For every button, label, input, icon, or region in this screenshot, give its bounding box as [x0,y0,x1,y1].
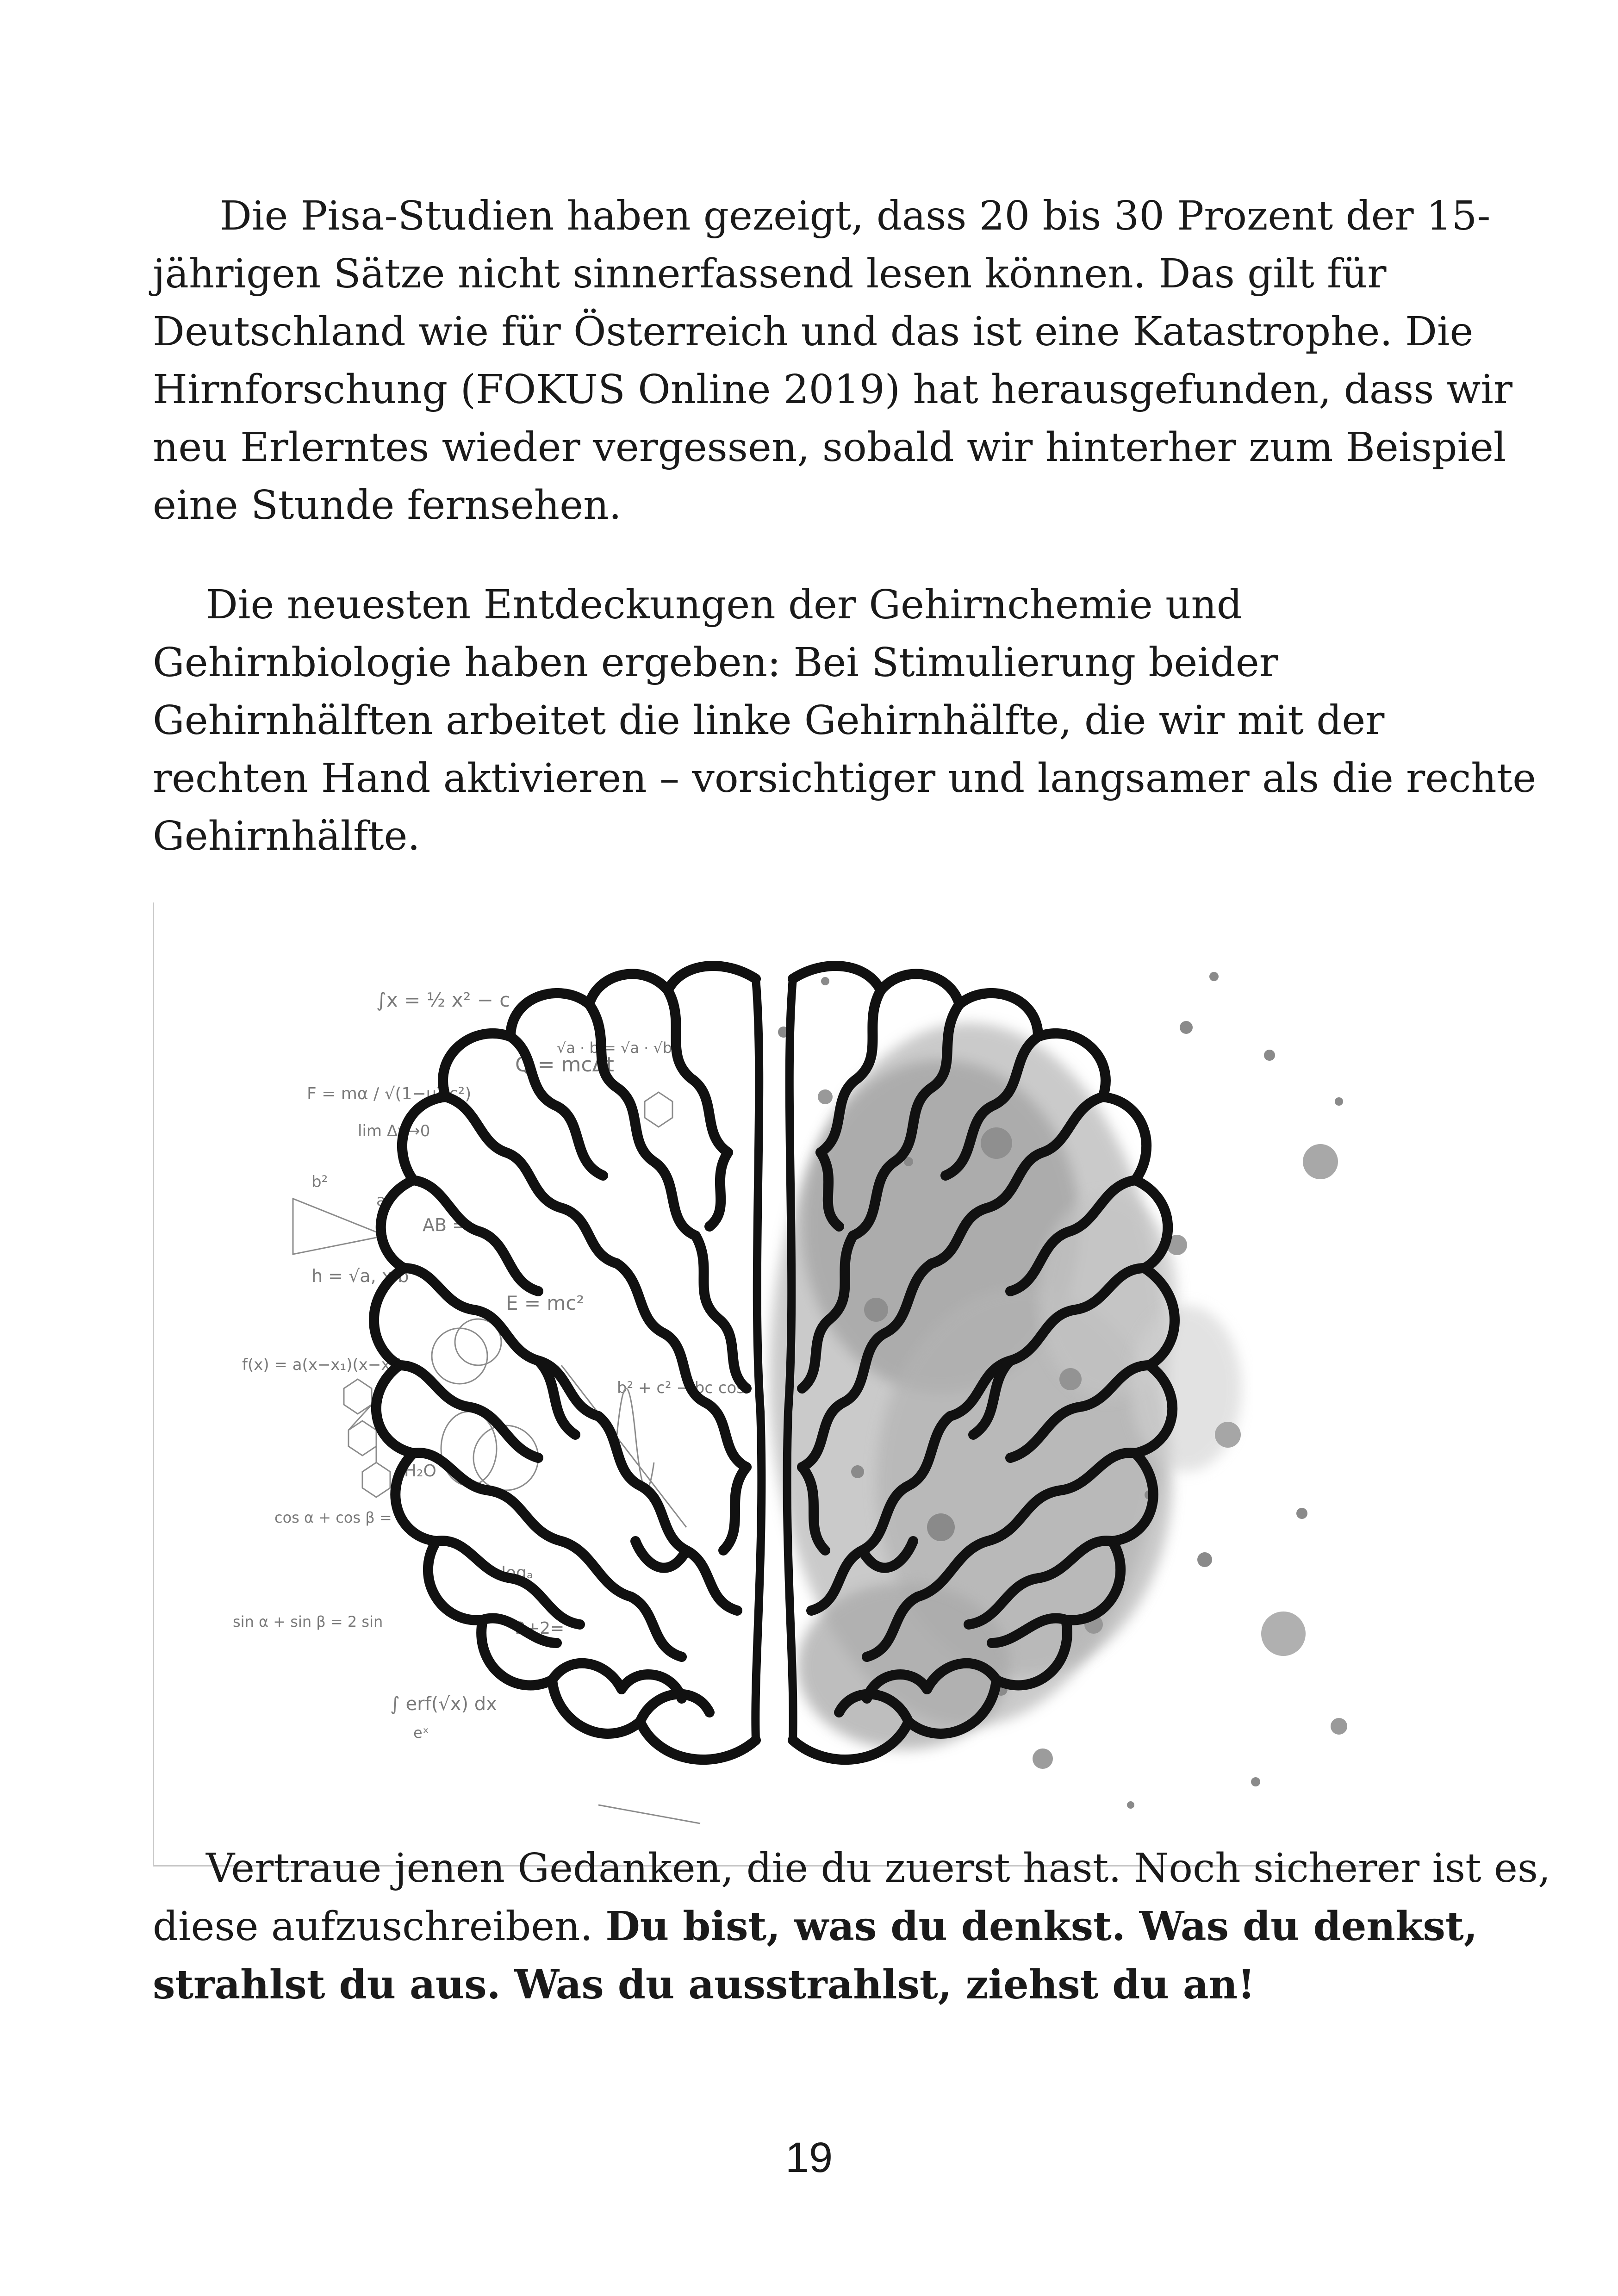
formula-text: E = mc² [506,1292,585,1314]
formula-text: H₂O [404,1462,436,1481]
paragraph-trust-thoughts [153,1840,1551,2014]
formula-text: a₂ [376,1191,392,1210]
brain-svg [154,902,1394,1865]
text-line: Gehirnhälfte. [153,813,420,859]
text-line: jährigen Sätze nicht sinnerfassend lesen können. Das gilt für [153,251,1387,297]
text-line: rechten Hand aktivieren – vorsichtiger und langsamer als die rechte [153,755,1537,802]
formula-text: logₐ [501,1563,533,1582]
text-line: neu Erlerntes wieder vergessen, sobald wir hinterher zum Beispiel [153,424,1506,471]
page-number: 19 [785,2134,833,2181]
formula-text: eˣ [413,1724,429,1742]
formula-text: F = mα / √(1−u²/c²) [307,1084,472,1103]
formula-text: AB = [423,1215,467,1235]
text-line: Die neuesten Entdeckungen der Gehirnchemie und [206,582,1242,628]
formula-text: sin α + sin β = 2 sin [233,1613,383,1630]
text-line: Die Pisa-Studien haben gezeigt, dass 20 bis 30 Prozent der 15- [220,193,1491,239]
text-line: Gehirnbiologie haben ergeben: Bei Stimulierung beider [153,640,1278,686]
formula-text: f(x) = a(x−x₁)(x−x₂) [242,1356,403,1374]
paragraph-pisa-studies [153,187,1512,535]
formula-text: ∫ erf(√x) dx [390,1693,497,1715]
text-line-mixed [153,1898,1478,1956]
formula-text: cos α + cos β = 2 [274,1509,406,1526]
formula-text: √a · b = √a · √b [557,1039,672,1057]
formula-text: b² + c² − bc cos [617,1379,745,1397]
text-normal: diese aufzuschreiben. [153,1904,606,1950]
text-line: Vertraue jenen Gedanken, die du zuerst hast. Noch sicherer ist es, [206,1845,1551,1892]
formula-text: lim Δy→0 [358,1122,430,1140]
text-line: Hirnforschung (FOKUS Online 2019) hat herausgefunden, dass wir [153,367,1512,413]
text-line: Deutschland wie für Österreich und das ist eine Katastrophe. Die [153,309,1474,355]
formula-text: Q = mcΔt [515,1053,614,1076]
text-line: Gehirnhälften arbeitet die linke Gehirnhälfte, die wir mit der [153,697,1385,744]
text-bold-quote: Du bist, was du denkst. Was du denkst, [605,1903,1478,1950]
brain-illustration [153,902,1394,1867]
formula-text: b² [311,1173,328,1191]
text-line: eine Stunde fernsehen. [153,482,622,529]
formula-text: h = √a, x b [311,1266,409,1286]
text-bold-quote: strahlst du aus. Was du ausstrahlst, ziehst du an! [153,1961,1255,2008]
formula-text: 2+2= [515,1619,565,1638]
formula-text: ∫x = ½ x² − c [376,989,510,1011]
paragraph-brain-chemistry [153,576,1537,865]
